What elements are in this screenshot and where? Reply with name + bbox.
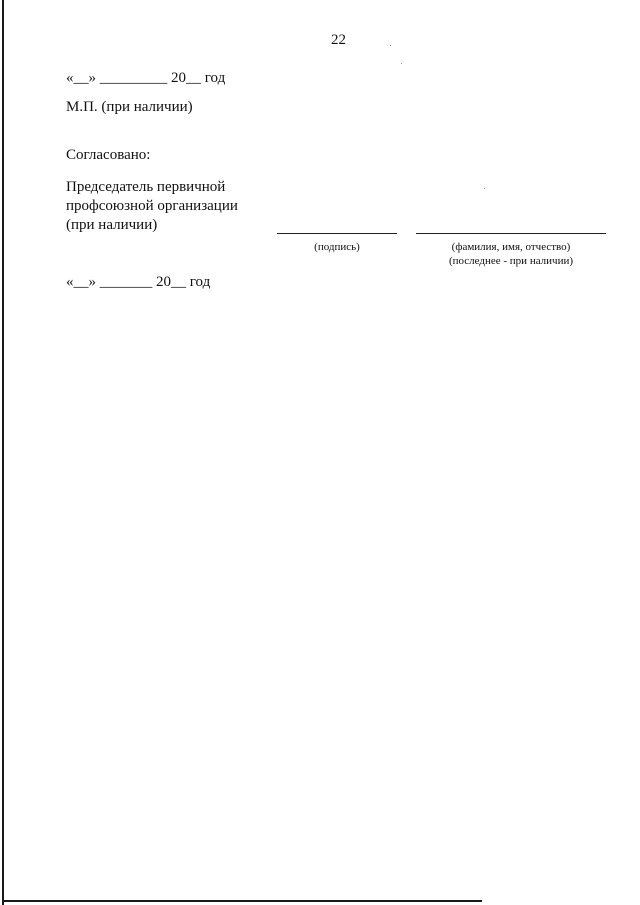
agreed-label: Согласовано:	[66, 147, 151, 163]
full-name-caption-line: (последнее - при наличии)	[448, 255, 574, 267]
full-name-caption	[406, 240, 616, 268]
scan-speck	[401, 63, 402, 64]
scan-speck	[484, 188, 485, 189]
full-name-caption-line: (фамилия, имя, отчество)	[451, 241, 571, 253]
stamp-place-label: М.П. (при наличии)	[66, 99, 193, 115]
chairman-title	[66, 178, 238, 235]
signature-line	[277, 233, 397, 234]
signature-caption: (подпись)	[314, 241, 360, 253]
full-name-line	[416, 233, 606, 234]
date-line-second: «__» _______ 20__ год	[66, 274, 211, 290]
scan-left-border	[2, 0, 4, 905]
chairman-line: Председатель первичной	[66, 179, 226, 195]
date-line-first: «__» _________ 20__ год	[66, 70, 226, 86]
page-number: 22	[331, 32, 346, 48]
chairman-line: (при наличии)	[66, 217, 158, 233]
chairman-line: профсоюзной организации	[66, 198, 238, 214]
scan-speck	[390, 45, 391, 46]
scan-bottom-border	[2, 900, 482, 902]
